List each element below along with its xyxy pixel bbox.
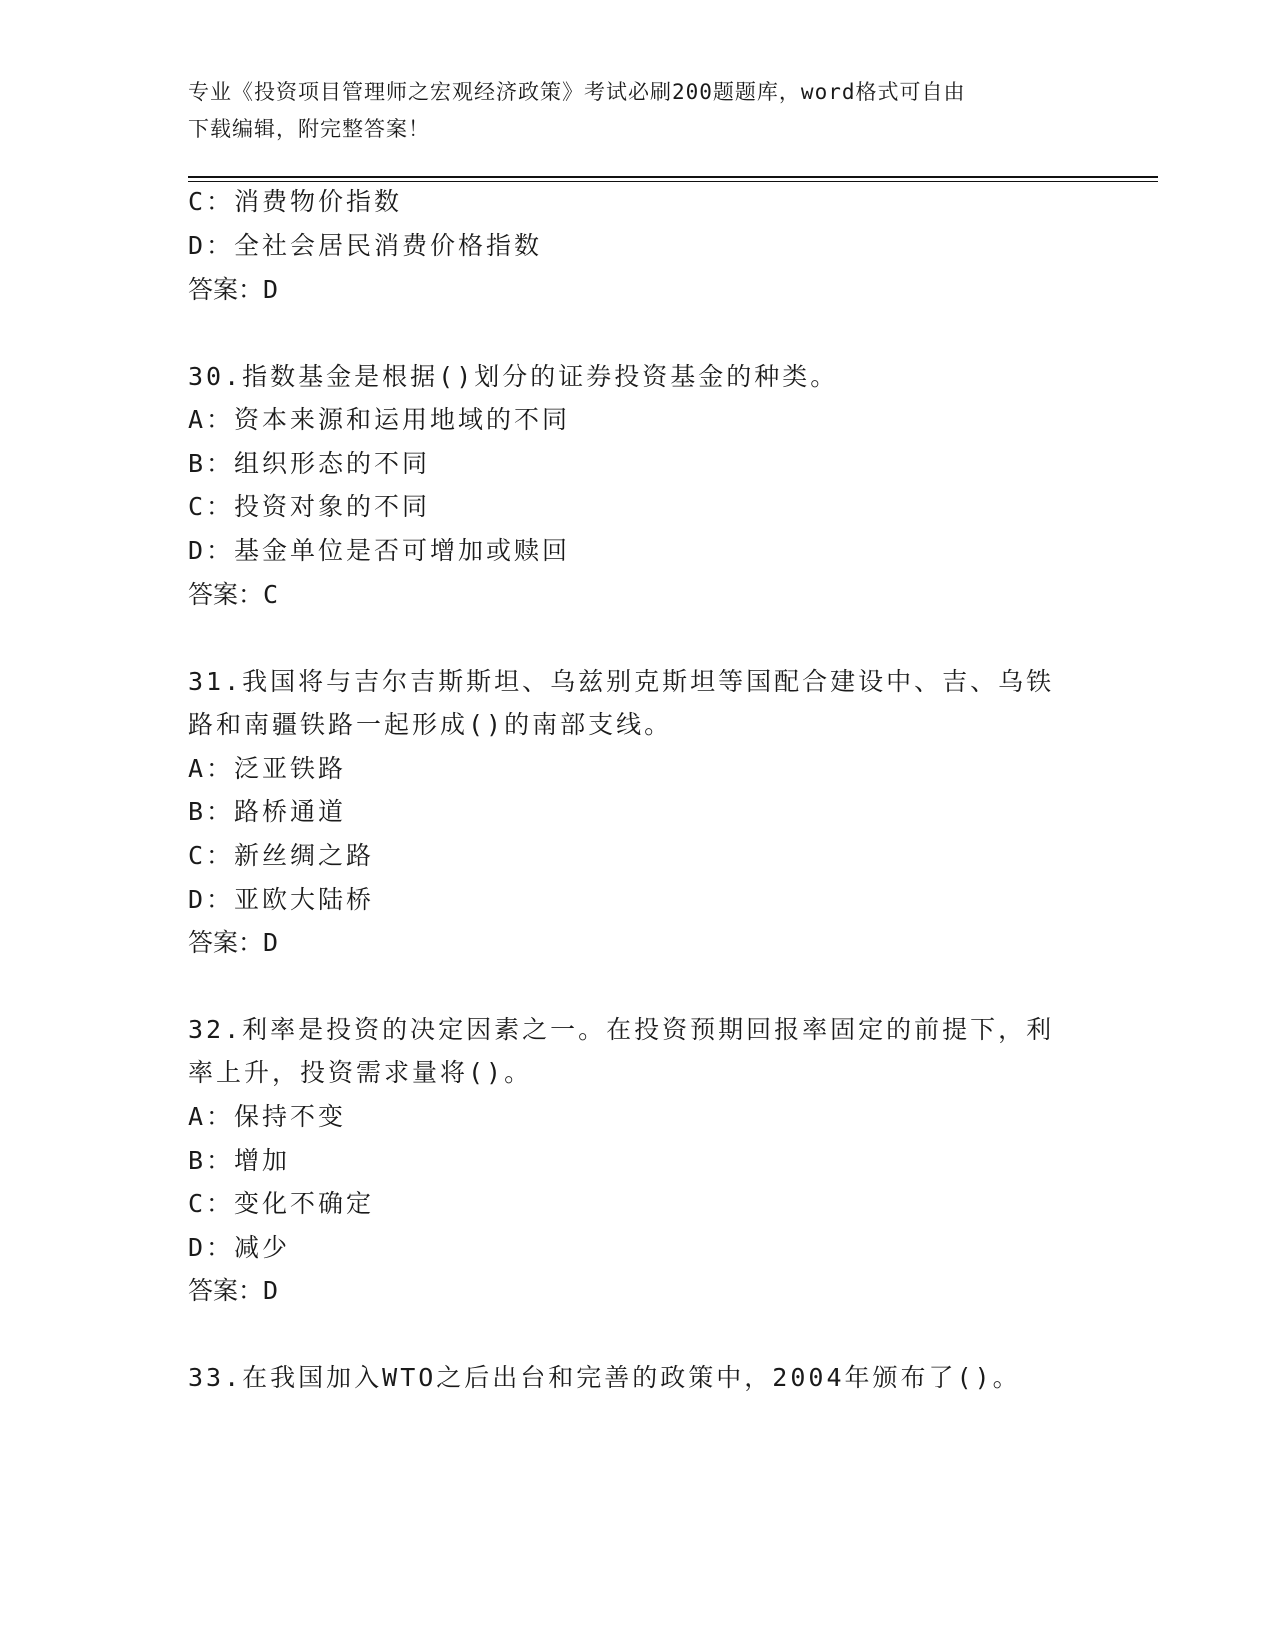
q29-option-d: D：全社会居民消费价格指数: [188, 231, 543, 260]
q32-option-d: D：减少: [188, 1233, 291, 1262]
q30-answer: 答案：C: [188, 580, 279, 609]
q32-option-a: A：保持不变: [188, 1102, 347, 1131]
q31-answer: 答案：D: [188, 928, 279, 957]
q32-answer: 答案：D: [188, 1276, 279, 1305]
header-line-2: 下载编辑，附完整答案！: [188, 117, 430, 141]
q31-stem-line-2: 路和南疆铁路一起形成()的南部支线。: [188, 710, 673, 739]
q31-option-b: B：路桥通道: [188, 797, 347, 826]
q30-option-a: A：资本来源和运用地域的不同: [188, 405, 571, 434]
q30-stem: 30.指数基金是根据()划分的证券投资基金的种类。: [188, 362, 839, 391]
document-header: [188, 74, 1068, 148]
q29-option-c: C：消费物价指数: [188, 187, 403, 216]
q31-option-d: D：亚欧大陆桥: [188, 885, 375, 914]
header-rule-thin: [188, 181, 1158, 182]
q33-stem: 33.在我国加入WTO之后出台和完善的政策中，2004年颁布了()。: [188, 1363, 1021, 1392]
q29-answer: 答案：D: [188, 275, 279, 304]
q32-stem-line-1: 32.利率是投资的决定因素之一。在投资预期回报率固定的前提下，利: [188, 1015, 1055, 1044]
q31-option-a: A：泛亚铁路: [188, 754, 347, 783]
q30-option-d: D：基金单位是否可增加或赎回: [188, 536, 571, 565]
q30-option-c: C：投资对象的不同: [188, 492, 431, 521]
q32-option-b: B：增加: [188, 1146, 291, 1175]
header-rule-thick: [188, 176, 1158, 178]
q32-option-c: C：变化不确定: [188, 1189, 375, 1218]
q32-stem-line-2: 率上升，投资需求量将()。: [188, 1058, 533, 1087]
header-line-1: 专业《投资项目管理师之宏观经济政策》考试必刷200题题库，word格式可自由: [188, 80, 966, 104]
q30-option-b: B：组织形态的不同: [188, 449, 431, 478]
q31-option-c: C：新丝绸之路: [188, 841, 375, 870]
q31-stem-line-1: 31.我国将与吉尔吉斯斯坦、乌兹别克斯坦等国配合建设中、吉、乌铁: [188, 667, 1055, 696]
